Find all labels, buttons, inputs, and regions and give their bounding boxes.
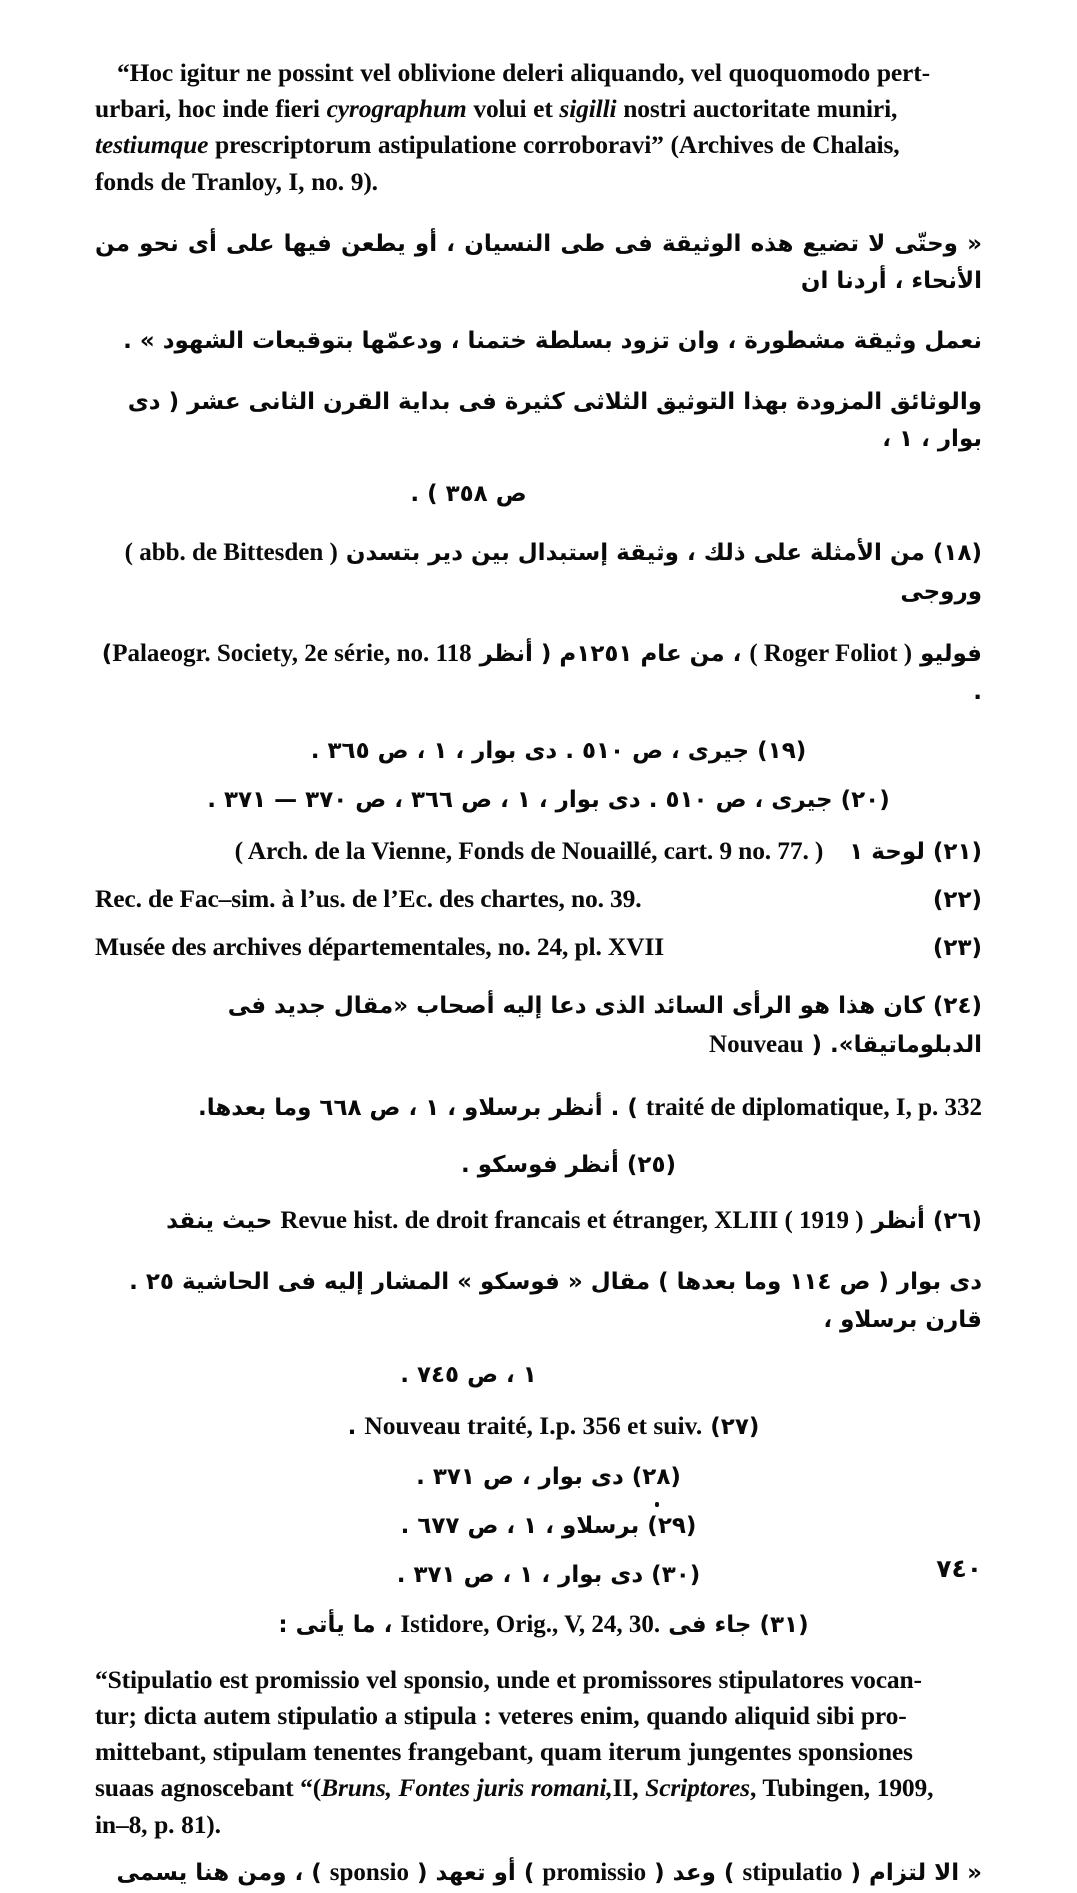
note-22-citation: Rec. de Fac–sim. à l’us. de l’Ec. des chartes, no. 39. (95, 883, 642, 913)
note-26-line-2: دى بوار ( ص ١١٤ وما بعدها ) مقال « فوسكو » المشار إليه فى الحاشية ٢٥ . قارن برسلاو ، (129, 1269, 982, 1333)
note-27-tail: . (347, 1413, 357, 1440)
note-27-marker: (٢٧) (710, 1413, 760, 1440)
note-27 (95, 1411, 982, 1441)
stipulatio-line-1: “Stipulatio est promissio vel sponsio, unde et promissores stipulatores vocan- (95, 1664, 922, 1694)
note-21-citation: ( Arch. de la Vienne, Fonds de Nouaillé, cart. 9 no. 77. ) (234, 835, 824, 865)
note-23-citation: Musée des archives départementales, no. 24, pl. XVII (95, 931, 664, 961)
final-term-promissio: promissio (542, 1858, 647, 1886)
final-term-stipulatio: stipulatio (742, 1858, 843, 1886)
note-22-row (95, 884, 982, 914)
note-18-ar-b: وروجى (900, 578, 982, 605)
stipulatio-source-scriptores: Scriptores (645, 1773, 750, 1803)
note-26-citation-revue: Revue hist. de droit francais et étranger, XLIII ( 1919 ) (280, 1206, 864, 1234)
note-23-row (95, 932, 982, 962)
note-18-ar-e: ) . (101, 640, 982, 706)
arabic-final-line (95, 1853, 982, 1893)
note-26-ar-a: (٢٦) أنظر (871, 1207, 982, 1234)
note-31-ar-b: ، ما يأتى : (278, 1611, 393, 1638)
note-29: (٢٩) برسلاو ، ١ ، ص ٦٧٧ . (400, 1512, 697, 1539)
page-number: ٧٤٠ (936, 1554, 982, 1583)
note-25: (٢٥) أنظر فوسكو . (461, 1151, 676, 1178)
note-26-line-1 (95, 1201, 982, 1242)
note-24-citation-nouveau: Nouveau (709, 1030, 804, 1058)
stipulatio-line-5: in–8, p. 81). (95, 1809, 221, 1839)
note-26-line-3: ١ ، ص ٧٤٥ . (400, 1361, 537, 1388)
note-27-citation: Nouveau traité, I.p. 356 et suiv. (364, 1410, 703, 1440)
note-21-row (95, 836, 982, 866)
note-31-ar-a: (٣١) جاء فى (668, 1611, 809, 1638)
quote-line2-part-b: volui et (466, 94, 560, 124)
note-24-line-2 (95, 1088, 982, 1129)
stipulatio-line4-c: , Tubingen, 1909, (749, 1773, 934, 1803)
note-28: (٢٨) دى بوار ، ص ٣٧١ . (416, 1463, 681, 1490)
note-24-line-1 (95, 988, 982, 1066)
note-18-citation-palaeogr: Palaeogr. Society, 2e série, no. 118 (112, 639, 472, 667)
stipulatio-line-2: tur; dicta autem stipulatio a stipula : veteres enim, quando aliquid sibi pro- (95, 1701, 907, 1731)
note-31-citation-isidore: Istidore, Orig., V, 24, 30. (400, 1610, 661, 1638)
note-23-marker: (٢٣) (932, 934, 982, 961)
latin-quote-line-1: “Hoc igitur ne possint vel oblivione deleri aliquando, vel quoquomodo pert- (117, 58, 930, 87)
final-ar-b: ) وعد ( (654, 1859, 735, 1886)
arabic-paragraph-line-2: ص ٣٥٨ ) . (410, 481, 527, 508)
note-30: (٣٠) دى بوار ، ١ ، ص ٣٧١ . (396, 1561, 701, 1588)
latin-quote-line-4: fonds de Tranloy, I, no. 9). (95, 166, 378, 196)
latin-quote-line-2 (95, 91, 982, 127)
note-18-ar-c: فوليو (920, 640, 982, 667)
note-19: (١٩) جيرى ، ص ٥١٠ . دى بوار ، ١ ، ص ٣٦٥ . (310, 737, 807, 764)
note-31 (95, 1611, 982, 1639)
quote-line2-part-c: nostri auctoritate muniri, (616, 94, 898, 124)
scan-speck-artifact (655, 1502, 659, 1507)
quote-italic-testiumque: testiumque (95, 130, 209, 160)
quote-italic-sigilli: sigilli (559, 94, 617, 124)
note-26-ar-b: حيث ينقد (166, 1207, 273, 1234)
note-24-ar-a: (٢٤) كان هذا هو الرأى السائد الذى دعا إليه أصحاب «مقال جديد فى الدبلوماتيقا». ( (227, 992, 982, 1058)
arabic-quote-line-1: « وحتّى لا تضيع هذه الوثيقة فى طى النسيان ، أو يطعن فيها على أى نحو من الأنحاء ، أردنا ان (95, 230, 982, 295)
note-24-citation-traite: traité de diplomatique, I, p. 332 (645, 1094, 982, 1122)
note-18-line-1 (95, 533, 982, 611)
final-ar-d: ) ، ومن هنا يسمى (116, 1859, 322, 1886)
quote-italic-cyrographum: cyrographum (326, 94, 467, 124)
latin-quote-line-3 (95, 127, 982, 163)
final-ar-c: ) أو تعهد ( (417, 1859, 535, 1886)
stipulatio-line4-b: II, (612, 1773, 646, 1803)
note-18-citation-foliot: ( Roger Foliot ) (749, 639, 913, 667)
arabic-quote-line-2: نعمل وثيقة مشطورة ، وان تزود بسلطة ختمنا ، ودعمّها بتوقيعات الشهود » . (123, 328, 982, 355)
stipulatio-source-bruns: Bruns, Fontes juris romani, (321, 1773, 613, 1803)
quote-line2-part-a: urbari, hoc inde fieri (95, 94, 327, 124)
stipulatio-line-4 (95, 1770, 982, 1806)
note-18-ar-a: (١٨) من الأمثلة على ذلك ، وثيقة إستبدال بين دير بتسدن (345, 540, 982, 567)
stipulatio-line4-a: suaas agnoscebant “( (95, 1773, 322, 1803)
note-18-citation-bittesden: ( abb. de Bittesden ) (124, 539, 338, 567)
arabic-paragraph-line-1: والوثائق المزودة بهذا التوثيق الثلاثى كثيرة فى بداية القرن الثانى عشر ( دى بوار ، ١ ، (127, 388, 982, 452)
final-term-sponsio: sponsio (329, 1858, 409, 1886)
stipulatio-line-3: mittebant, stipulam tenentes frangebant, quam iterum jungentes sponsiones (95, 1737, 913, 1767)
note-20: (٢٠) جيرى ، ص ٥١٠ . دى بوار ، ١ ، ص ٣٦٦ ، ص ٣٧٠ — ٣٧١ . (207, 786, 890, 813)
note-18-line-2 (95, 634, 982, 712)
quote-line3-part-b: prescriptorum astipulatione corroboravi” (Archives de Chalais, (208, 130, 900, 160)
note-21-marker: (٢١) لوحة ١ (849, 838, 982, 865)
final-ar-a: « الا لتزام ( (850, 1859, 982, 1886)
note-22-marker: (٢٢) (932, 886, 982, 913)
note-24-ar-b: ) . أنظر برسلاو ، ١ ، ص ٦٦٨ وما بعدها. (197, 1095, 638, 1122)
note-18-ar-d: ، من عام ١٢٥١م ( أنظر (479, 640, 742, 667)
